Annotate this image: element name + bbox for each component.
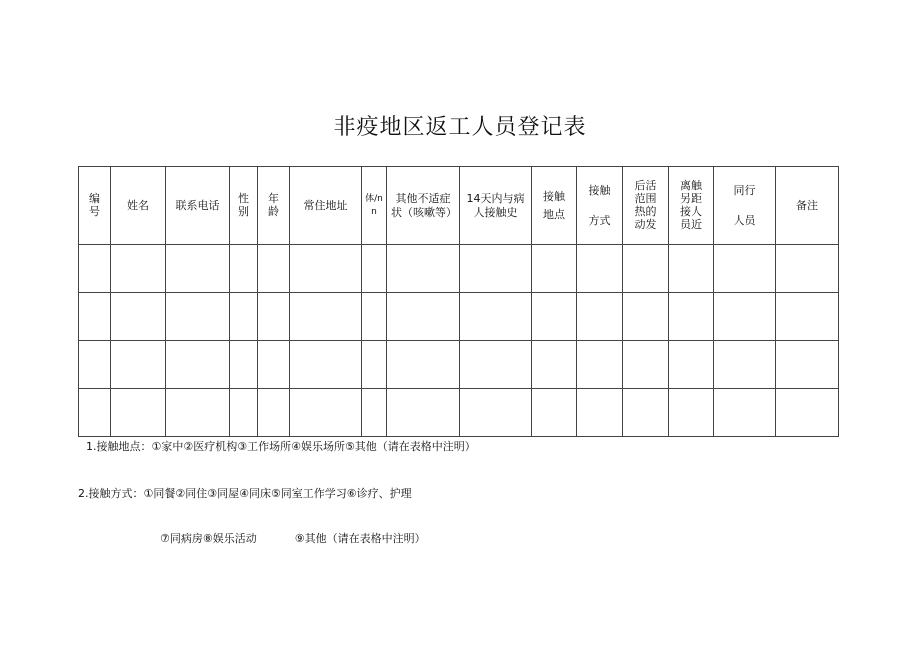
table-cell[interactable] [111, 389, 166, 437]
table-cell[interactable] [714, 245, 776, 293]
table-cell[interactable] [532, 341, 577, 389]
table-cell[interactable] [230, 341, 258, 389]
table-cell[interactable] [230, 389, 258, 437]
header-cell-id: 编号 [79, 167, 111, 245]
table-cell[interactable] [166, 293, 230, 341]
table-cell[interactable] [258, 341, 290, 389]
table-cell[interactable] [290, 245, 362, 293]
header-cell-companions: 同行人员 [714, 167, 776, 245]
table-cell[interactable] [362, 293, 387, 341]
table-cell[interactable] [776, 245, 839, 293]
table-cell[interactable] [166, 245, 230, 293]
table-cell[interactable] [577, 245, 623, 293]
table-cell[interactable] [290, 341, 362, 389]
table-cell[interactable] [111, 341, 166, 389]
header-cell-contact-location: 接触地点 [532, 167, 577, 245]
note-contact-method: 2.接触方式：①同餐②同住③同屋④同床⑤同室工作学习⑥诊疗、护理 [78, 487, 412, 500]
table-row [79, 389, 839, 437]
table-cell[interactable] [669, 293, 714, 341]
header-cell-gender: 性别 [230, 167, 258, 245]
header-cell-contact-history: 14天内与病人接触史 [460, 167, 532, 245]
table-cell[interactable] [111, 293, 166, 341]
table-cell[interactable] [669, 341, 714, 389]
table-cell[interactable] [258, 245, 290, 293]
table-cell[interactable] [258, 293, 290, 341]
table-cell[interactable] [460, 293, 532, 341]
table-cell[interactable] [714, 293, 776, 341]
table-cell[interactable] [362, 389, 387, 437]
table-cell[interactable] [776, 389, 839, 437]
table-cell[interactable] [387, 389, 460, 437]
note-option-group-b: ⑨其他（请在表格中注明） [294, 532, 426, 545]
table-cell[interactable] [623, 293, 669, 341]
table-cell[interactable] [387, 245, 460, 293]
table-row [79, 341, 839, 389]
header-cell-remarks: 备注 [776, 167, 839, 245]
header-cell-close-contacts: 离触另距接人员近 [669, 167, 714, 245]
note-option-group-a: ⑦同病房⑧娱乐活动 [160, 532, 257, 545]
header-cell-temperature: 体/nn [362, 167, 387, 245]
table-cell[interactable] [460, 341, 532, 389]
header-row [79, 167, 839, 245]
table-cell[interactable] [623, 389, 669, 437]
table-cell[interactable] [230, 293, 258, 341]
note-contact-method-continued [160, 530, 426, 546]
table-cell[interactable] [776, 341, 839, 389]
table-cell[interactable] [79, 389, 111, 437]
table-cell[interactable] [577, 341, 623, 389]
table-cell[interactable] [387, 293, 460, 341]
header-cell-phone: 联系电话 [166, 167, 230, 245]
table-cell[interactable] [290, 293, 362, 341]
table-cell[interactable] [577, 389, 623, 437]
table-cell[interactable] [669, 245, 714, 293]
table-cell[interactable] [362, 245, 387, 293]
note-contact-location: 1.接触地点：①家中②医疗机构③工作场所④娱乐场所⑤其他（请在表格中注明） [86, 440, 476, 453]
table-cell[interactable] [166, 389, 230, 437]
table-cell[interactable] [714, 341, 776, 389]
page-title: 非疫地区返工人员登记表 [333, 115, 587, 140]
table-cell[interactable] [387, 341, 460, 389]
table-cell[interactable] [79, 293, 111, 341]
table-cell[interactable] [362, 341, 387, 389]
table-cell[interactable] [230, 245, 258, 293]
table-cell[interactable] [532, 389, 577, 437]
header-cell-address: 常住地址 [290, 167, 362, 245]
table-cell[interactable] [166, 341, 230, 389]
table-cell[interactable] [669, 389, 714, 437]
table-cell[interactable] [577, 293, 623, 341]
table-cell[interactable] [776, 293, 839, 341]
table-cell[interactable] [79, 341, 111, 389]
table-cell[interactable] [623, 245, 669, 293]
header-cell-age: 年龄 [258, 167, 290, 245]
table-cell[interactable] [79, 245, 111, 293]
header-cell-name: 姓名 [111, 167, 166, 245]
table-row [79, 245, 839, 293]
table-cell[interactable] [532, 293, 577, 341]
header-cell-symptoms: 其他不适症状（咳嗽等） [387, 167, 460, 245]
table-cell[interactable] [532, 245, 577, 293]
table-cell[interactable] [258, 389, 290, 437]
header-cell-contact-method: 接触方式 [577, 167, 623, 245]
table-cell[interactable] [290, 389, 362, 437]
header-cell-activity-range: 后活范围热的动发 [623, 167, 669, 245]
table-cell[interactable] [714, 389, 776, 437]
table-cell[interactable] [460, 389, 532, 437]
table-cell[interactable] [111, 245, 166, 293]
table-cell[interactable] [460, 245, 532, 293]
table-cell[interactable] [623, 341, 669, 389]
registration-table [78, 166, 839, 437]
table-row [79, 293, 839, 341]
